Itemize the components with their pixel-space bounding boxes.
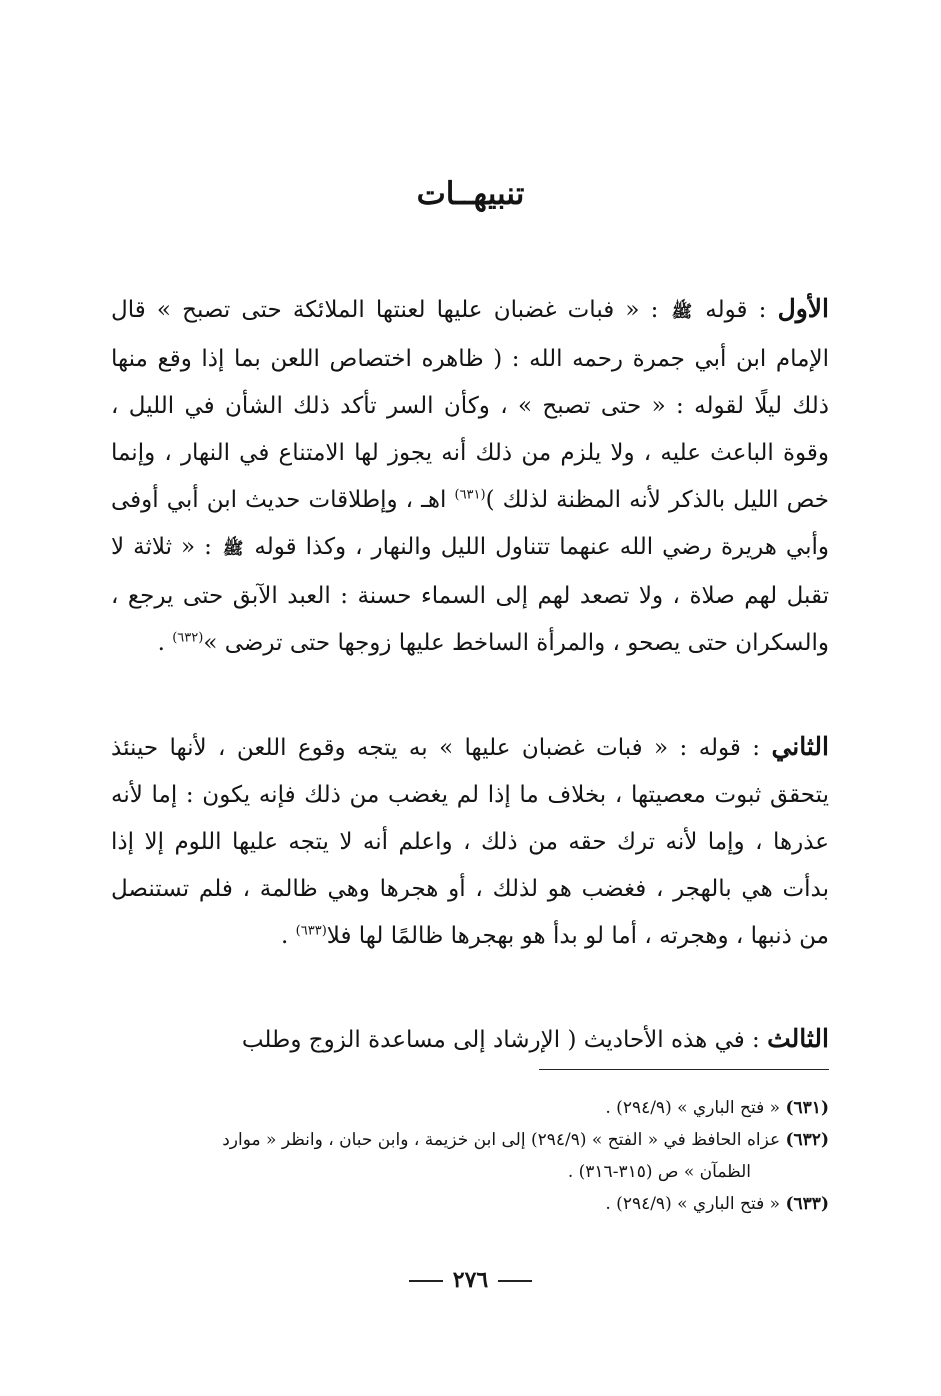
footnote-number: (٦٣٣) — [785, 1194, 829, 1214]
footnote-item — [111, 1188, 829, 1220]
paragraph-second-text-1: : قوله : « فبات غضبان عليها » به يتجه وقوع اللعن ، لأنها حينئذ يتحقق ثبوت معصيتها ، بخلاف ما إذا لم يغضب من ذلك فإنه يكون : إما لأنه عذرها ، وإما لأنه ترك حقه من ذلك ، واعلم أنه لا يتجه عليها اللوم إلا إذا بدأت هي بالهجر ، فغضب هو لذلك ، أو هجرها وهي ظالمة ، فلم تستنصل من ذنبها ، وهجرته ، أما لو بدأ هو بهجرها ظالمًا لها فلا — [111, 735, 829, 949]
footnote-ref-631: (٦٣١) — [454, 487, 486, 503]
salutation-glyph: ﷺ — [222, 539, 244, 559]
paragraph-first-text-3: اهـ ، وإطلاقات حديث ابن أبي أوفى وأبي هريرة رضي الله عنهما تتناول الليل والنهار ، وكذا قوله — [111, 487, 829, 560]
footnote-continuation: الظمآن » ص (٣١٥-٣١٦) . — [567, 1162, 751, 1182]
paragraph-third-text-1: : في هذه الأحاديث ( الإرشاد إلى مساعدة الزوج وطلب — [241, 1027, 768, 1053]
paragraph-first — [111, 285, 829, 667]
page-number-dash — [498, 1280, 532, 1282]
footnote-text: « فتح الباري » (٢٩٤/٩) . — [605, 1098, 786, 1118]
paragraph-first-lead: الأول — [777, 294, 830, 323]
paragraph-second-text-2: . — [281, 923, 296, 949]
footnote-divider — [539, 1069, 829, 1070]
footnote-ref-633: (٦٣٣) — [295, 923, 327, 939]
footnote-number: (٦٣١) — [785, 1098, 829, 1118]
footnote-text: عزاه الحافظ في « الفتح » (٢٩٤/٩) إلى ابن خزيمة ، وابن حبان ، وانظر « موارد — [222, 1130, 786, 1150]
paragraph-first-text-5: . — [157, 630, 173, 656]
paragraph-first-text-2: : « فبات غضبان عليها لعنتها الملائكة حتى تصبح » قال الإمام ابن أبي جمرة رحمه الله : ( ظاهره اختصاص اللعن بما إذا وقع منها ذلك ليلًا لقوله : « حتى تصبح » ، وكأن السر تأكد ذلك الشأن في الليل ، وقوة الباعث عليه ، ولا يلزم من ذلك أنه يجوز لها الامتناع في النهار ، وإنما خص الليل بالذكر لأنه المظنة لذلك ) — [111, 297, 829, 513]
footnote-text: « فتح الباري » (٢٩٤/٩) . — [605, 1194, 786, 1214]
footnote-item — [111, 1092, 829, 1124]
footnote-item — [111, 1124, 829, 1156]
paragraph-third — [111, 1015, 829, 1064]
paragraph-first-text-4: : « ثلاثة لا تقبل لهم صلاة ، ولا تصعد لهم إلى السماء حسنة : العبد الآبق حتى يرجع ، والسكران حتى يصحو ، والمرأة الساخط عليها زوجها حتى ترضى » — [111, 534, 829, 656]
page-number — [0, 1267, 941, 1293]
section-title: تنبيهــات — [416, 176, 525, 212]
salutation-glyph: ﷺ — [671, 302, 693, 322]
paragraph-second — [111, 723, 829, 960]
footnote-number: (٦٣٢) — [785, 1130, 829, 1150]
paragraph-first-text-1: : قوله — [694, 297, 778, 323]
paragraph-second-lead: الثاني — [771, 732, 829, 761]
page-number-value: ٢٧٦ — [452, 1267, 489, 1293]
footnote-ref-632: (٦٣٢) — [172, 630, 204, 646]
footnotes — [111, 1092, 829, 1220]
page-number-dash — [409, 1280, 443, 1282]
paragraph-third-lead: الثالث — [767, 1024, 829, 1053]
